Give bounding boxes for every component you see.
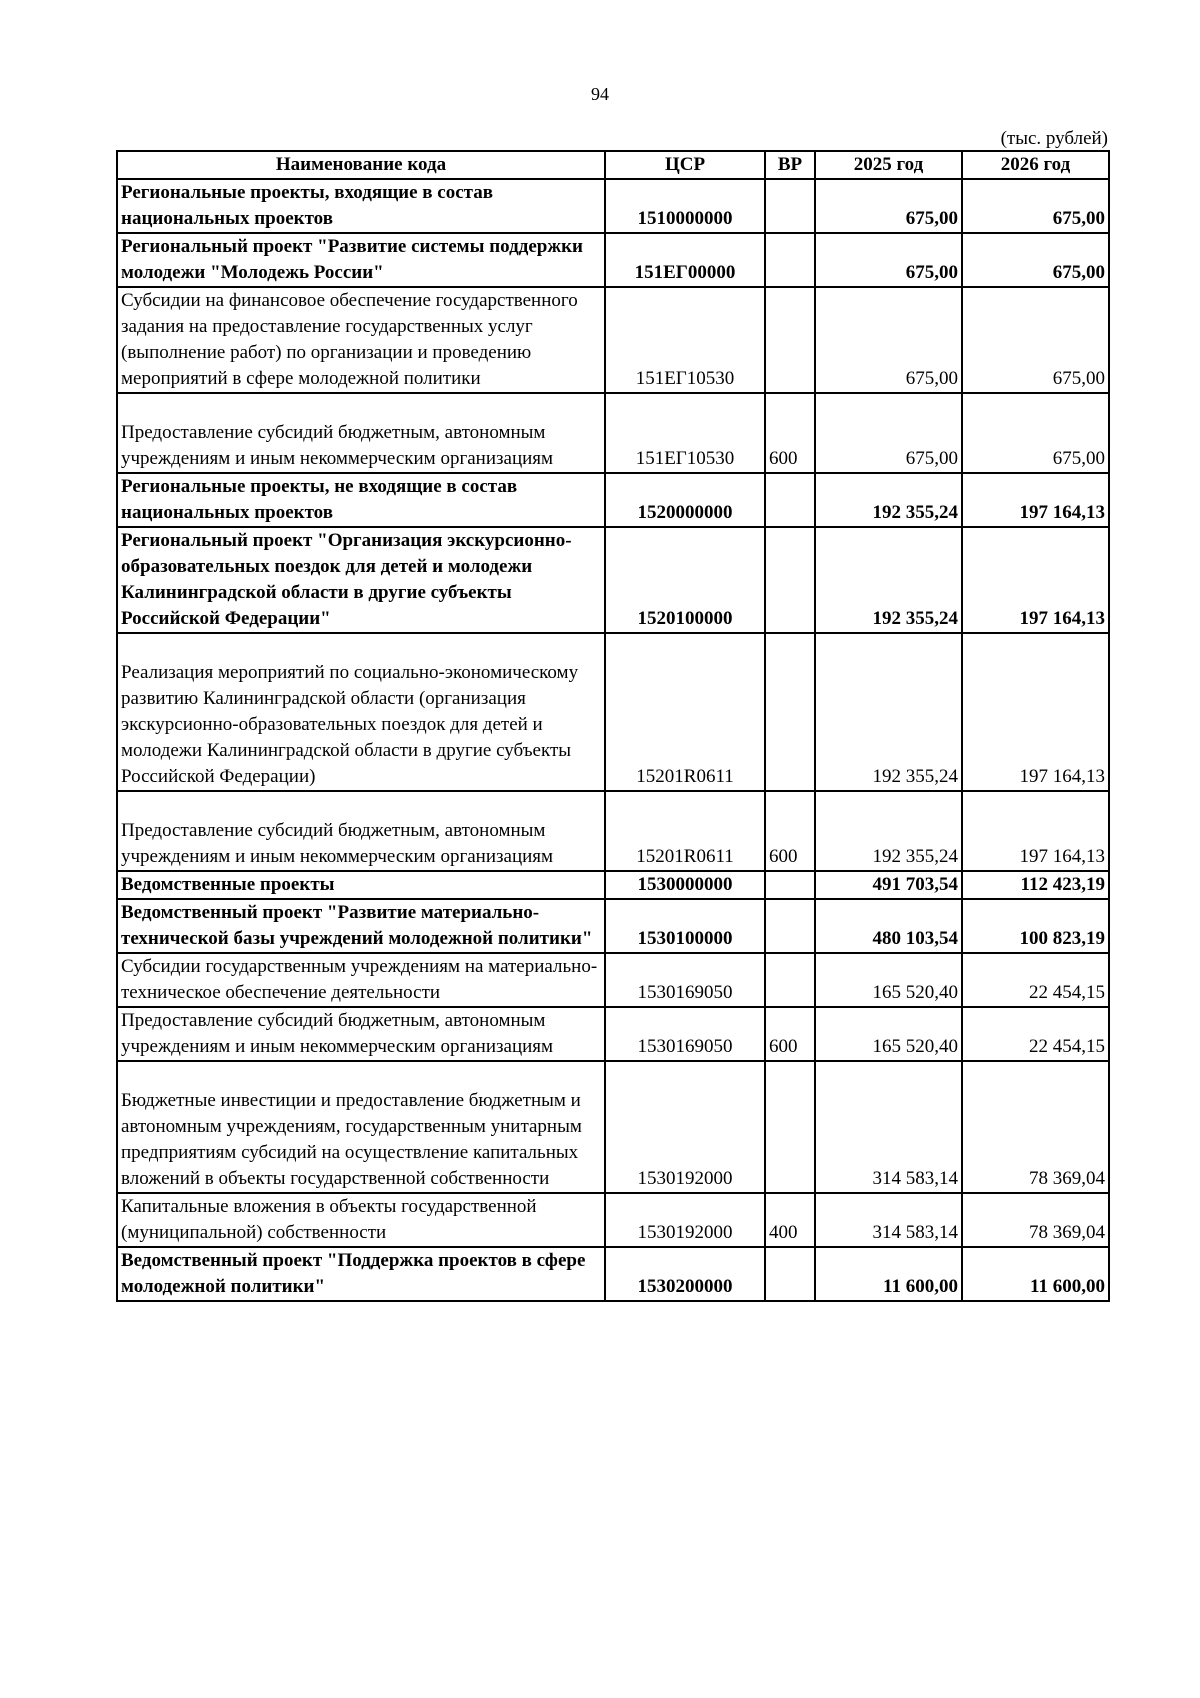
table-row: [117, 1061, 1109, 1193]
row-2026-cell: 197 164,13: [962, 791, 1109, 871]
row-2025-cell: 675,00: [815, 287, 962, 393]
row-2025-cell: 165 520,40: [815, 953, 962, 1007]
row-csr-cell: 1530169050: [605, 1007, 765, 1061]
table-row: [117, 1247, 1109, 1301]
row-2026-cell: 112 423,19: [962, 871, 1109, 899]
row-csr-cell: 151ЕГ00000: [605, 233, 765, 287]
row-2026-cell: 197 164,13: [962, 527, 1109, 633]
row-name-cell: Ведомственные проекты: [117, 871, 605, 899]
row-vr-cell: 600: [765, 1007, 815, 1061]
row-csr-cell: 151ЕГ10530: [605, 393, 765, 473]
row-name-cell: Предоставление субсидий бюджетным, автономным учреждениям и иным некоммерческим организациям: [117, 791, 605, 871]
header-2026: 2026 год: [962, 151, 1109, 179]
row-csr-cell: 1530169050: [605, 953, 765, 1007]
row-2026-cell: 11 600,00: [962, 1247, 1109, 1301]
row-2026-cell: 197 164,13: [962, 473, 1109, 527]
row-2025-cell: 675,00: [815, 393, 962, 473]
row-csr-cell: 1530192000: [605, 1193, 765, 1247]
row-name-cell: Региональные проекты, не входящие в состав национальных проектов: [117, 473, 605, 527]
row-vr-cell: [765, 473, 815, 527]
row-name-cell: Ведомственный проект "Развитие материально-технической базы учреждений молодежной политики": [117, 899, 605, 953]
table-row: [117, 953, 1109, 1007]
row-name-cell: Ведомственный проект "Поддержка проектов в сфере молодежной политики": [117, 1247, 605, 1301]
row-name-cell: Бюджетные инвестиции и предоставление бюджетным и автономным учреждениям, государственным унитарным предприятиям субсидий на осуществление капитальных вложений в объекты государственной собственности: [117, 1061, 605, 1193]
row-vr-cell: [765, 953, 815, 1007]
table-row: [117, 871, 1109, 899]
row-name-cell: Региональные проекты, входящие в состав национальных проектов: [117, 179, 605, 233]
table-body: [117, 179, 1109, 1301]
row-vr-cell: [765, 1247, 815, 1301]
row-2026-cell: 675,00: [962, 233, 1109, 287]
row-2026-cell: 675,00: [962, 179, 1109, 233]
row-name-cell: Субсидии государственным учреждениям на материально-техническое обеспечение деятельности: [117, 953, 605, 1007]
header-2025: 2025 год: [815, 151, 962, 179]
row-vr-cell: [765, 179, 815, 233]
row-vr-cell: [765, 633, 815, 791]
row-2025-cell: 165 520,40: [815, 1007, 962, 1061]
row-name-cell: Капитальные вложения в объекты государственной (муниципальной) собственности: [117, 1193, 605, 1247]
table-row: [117, 473, 1109, 527]
row-2026-cell: 197 164,13: [962, 633, 1109, 791]
header-vr: ВР: [765, 151, 815, 179]
row-csr-cell: 1530000000: [605, 871, 765, 899]
row-2026-cell: 100 823,19: [962, 899, 1109, 953]
row-vr-cell: [765, 287, 815, 393]
row-csr-cell: 15201R0611: [605, 791, 765, 871]
row-2025-cell: 314 583,14: [815, 1061, 962, 1193]
budget-table: [116, 150, 1110, 1302]
row-2025-cell: 491 703,54: [815, 871, 962, 899]
row-2026-cell: 675,00: [962, 287, 1109, 393]
row-vr-cell: [765, 527, 815, 633]
row-vr-cell: [765, 871, 815, 899]
row-2025-cell: 11 600,00: [815, 1247, 962, 1301]
row-csr-cell: 1530100000: [605, 899, 765, 953]
row-vr-cell: [765, 233, 815, 287]
row-csr-cell: 151ЕГ10530: [605, 287, 765, 393]
table-row: [117, 899, 1109, 953]
row-2025-cell: 192 355,24: [815, 633, 962, 791]
units-note: (тыс. рублей): [1000, 128, 1108, 149]
row-csr-cell: 15201R0611: [605, 633, 765, 791]
row-2026-cell: 22 454,15: [962, 1007, 1109, 1061]
row-2026-cell: 78 369,04: [962, 1193, 1109, 1247]
row-2025-cell: 314 583,14: [815, 1193, 962, 1247]
row-2025-cell: 192 355,24: [815, 473, 962, 527]
row-vr-cell: 600: [765, 393, 815, 473]
row-2025-cell: 675,00: [815, 233, 962, 287]
table-header-row: [117, 151, 1109, 179]
row-csr-cell: 1510000000: [605, 179, 765, 233]
row-name-cell: Реализация мероприятий по социально-экономическому развитию Калининградской области (организация экскурсионно-образовательных поездок для детей и молодежи Калининградской области в другие субъекты Российской Федерации): [117, 633, 605, 791]
table-row: [117, 179, 1109, 233]
row-2026-cell: 22 454,15: [962, 953, 1109, 1007]
row-2025-cell: 192 355,24: [815, 527, 962, 633]
row-vr-cell: [765, 1061, 815, 1193]
table-row: [117, 791, 1109, 871]
row-name-cell: Субсидии на финансовое обеспечение государственного задания на предоставление государственных услуг (выполнение работ) по организации и проведению мероприятий в сфере молодежной политики: [117, 287, 605, 393]
row-vr-cell: [765, 899, 815, 953]
page-number: 94: [591, 84, 609, 104]
row-name-cell: Предоставление субсидий бюджетным, автономным учреждениям и иным некоммерческим организациям: [117, 1007, 605, 1061]
row-2025-cell: 675,00: [815, 179, 962, 233]
row-csr-cell: 1530192000: [605, 1061, 765, 1193]
table-row: [117, 527, 1109, 633]
row-name-cell: Предоставление субсидий бюджетным, автономным учреждениям и иным некоммерческим организациям: [117, 393, 605, 473]
row-2026-cell: 675,00: [962, 393, 1109, 473]
header-name: Наименование кода: [117, 151, 605, 179]
row-csr-cell: 1520000000: [605, 473, 765, 527]
row-2025-cell: 192 355,24: [815, 791, 962, 871]
row-vr-cell: 400: [765, 1193, 815, 1247]
table-row: [117, 287, 1109, 393]
table-row: [117, 233, 1109, 287]
table-row: [117, 1007, 1109, 1061]
row-name-cell: Региональный проект "Организация экскурсионно-образовательных поездок для детей и молодежи Калининградской области в другие субъекты Российской Федерации": [117, 527, 605, 633]
row-name-cell: Региональный проект "Развитие системы поддержки молодежи "Молодежь России": [117, 233, 605, 287]
row-csr-cell: 1530200000: [605, 1247, 765, 1301]
table-row: [117, 1193, 1109, 1247]
header-csr: ЦСР: [605, 151, 765, 179]
table-row: [117, 633, 1109, 791]
table-row: [117, 393, 1109, 473]
row-vr-cell: 600: [765, 791, 815, 871]
row-2026-cell: 78 369,04: [962, 1061, 1109, 1193]
row-csr-cell: 1520100000: [605, 527, 765, 633]
row-2025-cell: 480 103,54: [815, 899, 962, 953]
